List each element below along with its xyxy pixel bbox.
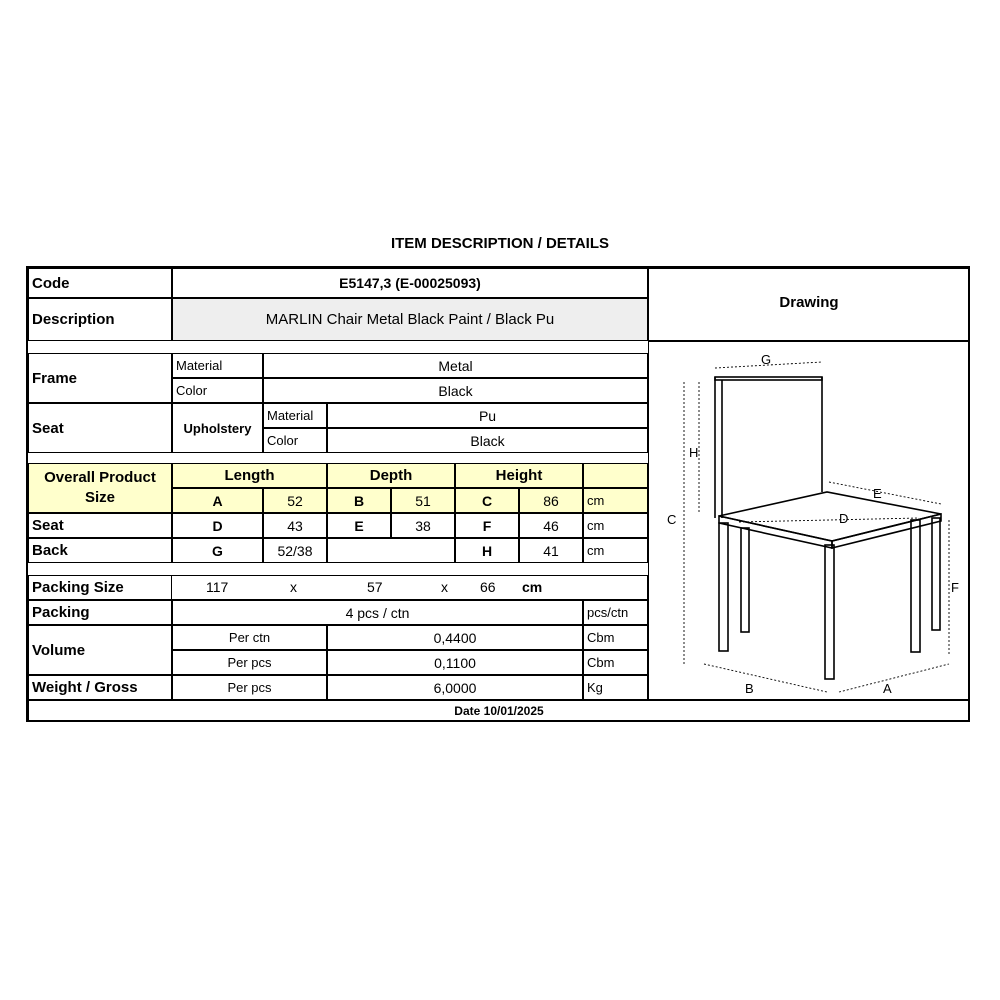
- frame-material-value: Metal: [263, 353, 648, 378]
- sheet-title: ITEM DESCRIPTION / DETAILS: [390, 235, 610, 252]
- packing-label: Packing: [28, 600, 172, 625]
- drawing-letter-d: D: [839, 511, 849, 526]
- seat-color-label: Color: [263, 428, 327, 453]
- seat-dim-label: Seat: [28, 513, 172, 538]
- dim-h-value: 41: [519, 538, 583, 563]
- dim-b-label: B: [327, 488, 391, 513]
- chair-drawing: [649, 342, 970, 700]
- overall-size-label: Overall Product Size: [28, 463, 172, 513]
- drawing-letter-b: B: [745, 681, 754, 696]
- frame-color-value: Black: [263, 378, 648, 403]
- packing-size-height: 66: [480, 579, 496, 595]
- volume-per-ctn-unit: Cbm: [583, 625, 648, 650]
- description-label: Description: [28, 298, 172, 341]
- packing-size-length: 117: [206, 579, 229, 595]
- dim-g-label: G: [172, 538, 263, 563]
- frame-label: Frame: [28, 353, 172, 403]
- dim-e-value: 38: [391, 513, 455, 538]
- drawing-letter-h: H: [689, 445, 699, 460]
- dim-line-b: [704, 664, 827, 692]
- packing-unit: pcs/ctn: [583, 600, 648, 625]
- unit-header-blank: [583, 463, 648, 488]
- frame-material-label: Material: [172, 353, 263, 378]
- dim-line-e: [829, 482, 941, 504]
- depth-header: Depth: [327, 463, 455, 488]
- dim-a-label: A: [172, 488, 263, 513]
- drawing-letter-g: G: [761, 352, 772, 367]
- packing-size-width: 57: [367, 579, 383, 595]
- weight-per-pcs-label: Per pcs: [172, 675, 327, 700]
- packing-size-label: Packing Size: [28, 575, 172, 600]
- seat-dim-unit: cm: [583, 513, 648, 538]
- length-header: Length: [172, 463, 327, 488]
- drawing-letter-c: C: [667, 512, 677, 527]
- drawing-letter-f: F: [951, 580, 959, 595]
- chair-drawing-panel: [648, 341, 970, 700]
- packing-size-x2: x: [441, 579, 448, 595]
- volume-per-pcs-label: Per pcs: [172, 650, 327, 675]
- seat-top: [719, 492, 941, 541]
- code-value: E5147,3 (E-00025093): [172, 268, 648, 298]
- drawing-letter-a: A: [883, 681, 892, 696]
- dim-g-value: 52/38: [263, 538, 327, 563]
- front-right-leg: [825, 545, 834, 679]
- weight-label: Weight / Gross: [28, 675, 172, 700]
- dim-a-value: 52: [263, 488, 327, 513]
- back-dim-label: Back: [28, 538, 172, 563]
- backrest-top-rail: [715, 377, 822, 380]
- seat-label: Seat: [28, 403, 172, 453]
- dim-e-label: E: [327, 513, 391, 538]
- dim-h-label: H: [455, 538, 519, 563]
- dim-line-a: [839, 664, 949, 692]
- dim-d-label: D: [172, 513, 263, 538]
- description-value: MARLIN Chair Metal Black Paint / Black Pu: [172, 298, 648, 341]
- dim-f-value: 46: [519, 513, 583, 538]
- overall-unit: cm: [583, 488, 648, 513]
- height-header: Height: [455, 463, 583, 488]
- packing-size-unit: cm: [522, 579, 543, 595]
- packing-size-row: [172, 575, 648, 600]
- code-label: Code: [28, 268, 172, 298]
- seat-color-value: Black: [327, 428, 648, 453]
- dim-c-value: 86: [519, 488, 583, 513]
- back-right-leg: [911, 520, 920, 652]
- back-left-leg: [741, 528, 749, 632]
- volume-per-ctn-value: 0,4400: [327, 625, 583, 650]
- volume-per-ctn-label: Per ctn: [172, 625, 327, 650]
- volume-label: Volume: [28, 625, 172, 675]
- seat-material-label: Material: [263, 403, 327, 428]
- weight-value: 6,0000: [327, 675, 583, 700]
- dim-c-label: C: [455, 488, 519, 513]
- frame-color-label: Color: [172, 378, 263, 403]
- drawing-label: Drawing: [648, 268, 970, 341]
- packing-value: 4 pcs / ctn: [172, 600, 583, 625]
- item-details-sheet: [26, 266, 970, 722]
- weight-unit: Kg: [583, 675, 648, 700]
- seat-upholstery-label: Upholstery: [172, 403, 263, 453]
- dim-b-value: 51: [391, 488, 455, 513]
- drawing-letter-e: E: [873, 486, 882, 501]
- rear-right-leg: [932, 518, 940, 630]
- dim-f-label: F: [455, 513, 519, 538]
- seat-material-value: Pu: [327, 403, 648, 428]
- back-depth-blank: [327, 538, 455, 563]
- dim-line-d: [739, 518, 919, 522]
- dim-d-value: 43: [263, 513, 327, 538]
- volume-per-pcs-value: 0,1100: [327, 650, 583, 675]
- back-dim-unit: cm: [583, 538, 648, 563]
- packing-size-x1: x: [290, 579, 297, 595]
- date-footer: Date 10/01/2025: [28, 700, 970, 722]
- front-left-leg: [719, 523, 728, 651]
- volume-per-pcs-unit: Cbm: [583, 650, 648, 675]
